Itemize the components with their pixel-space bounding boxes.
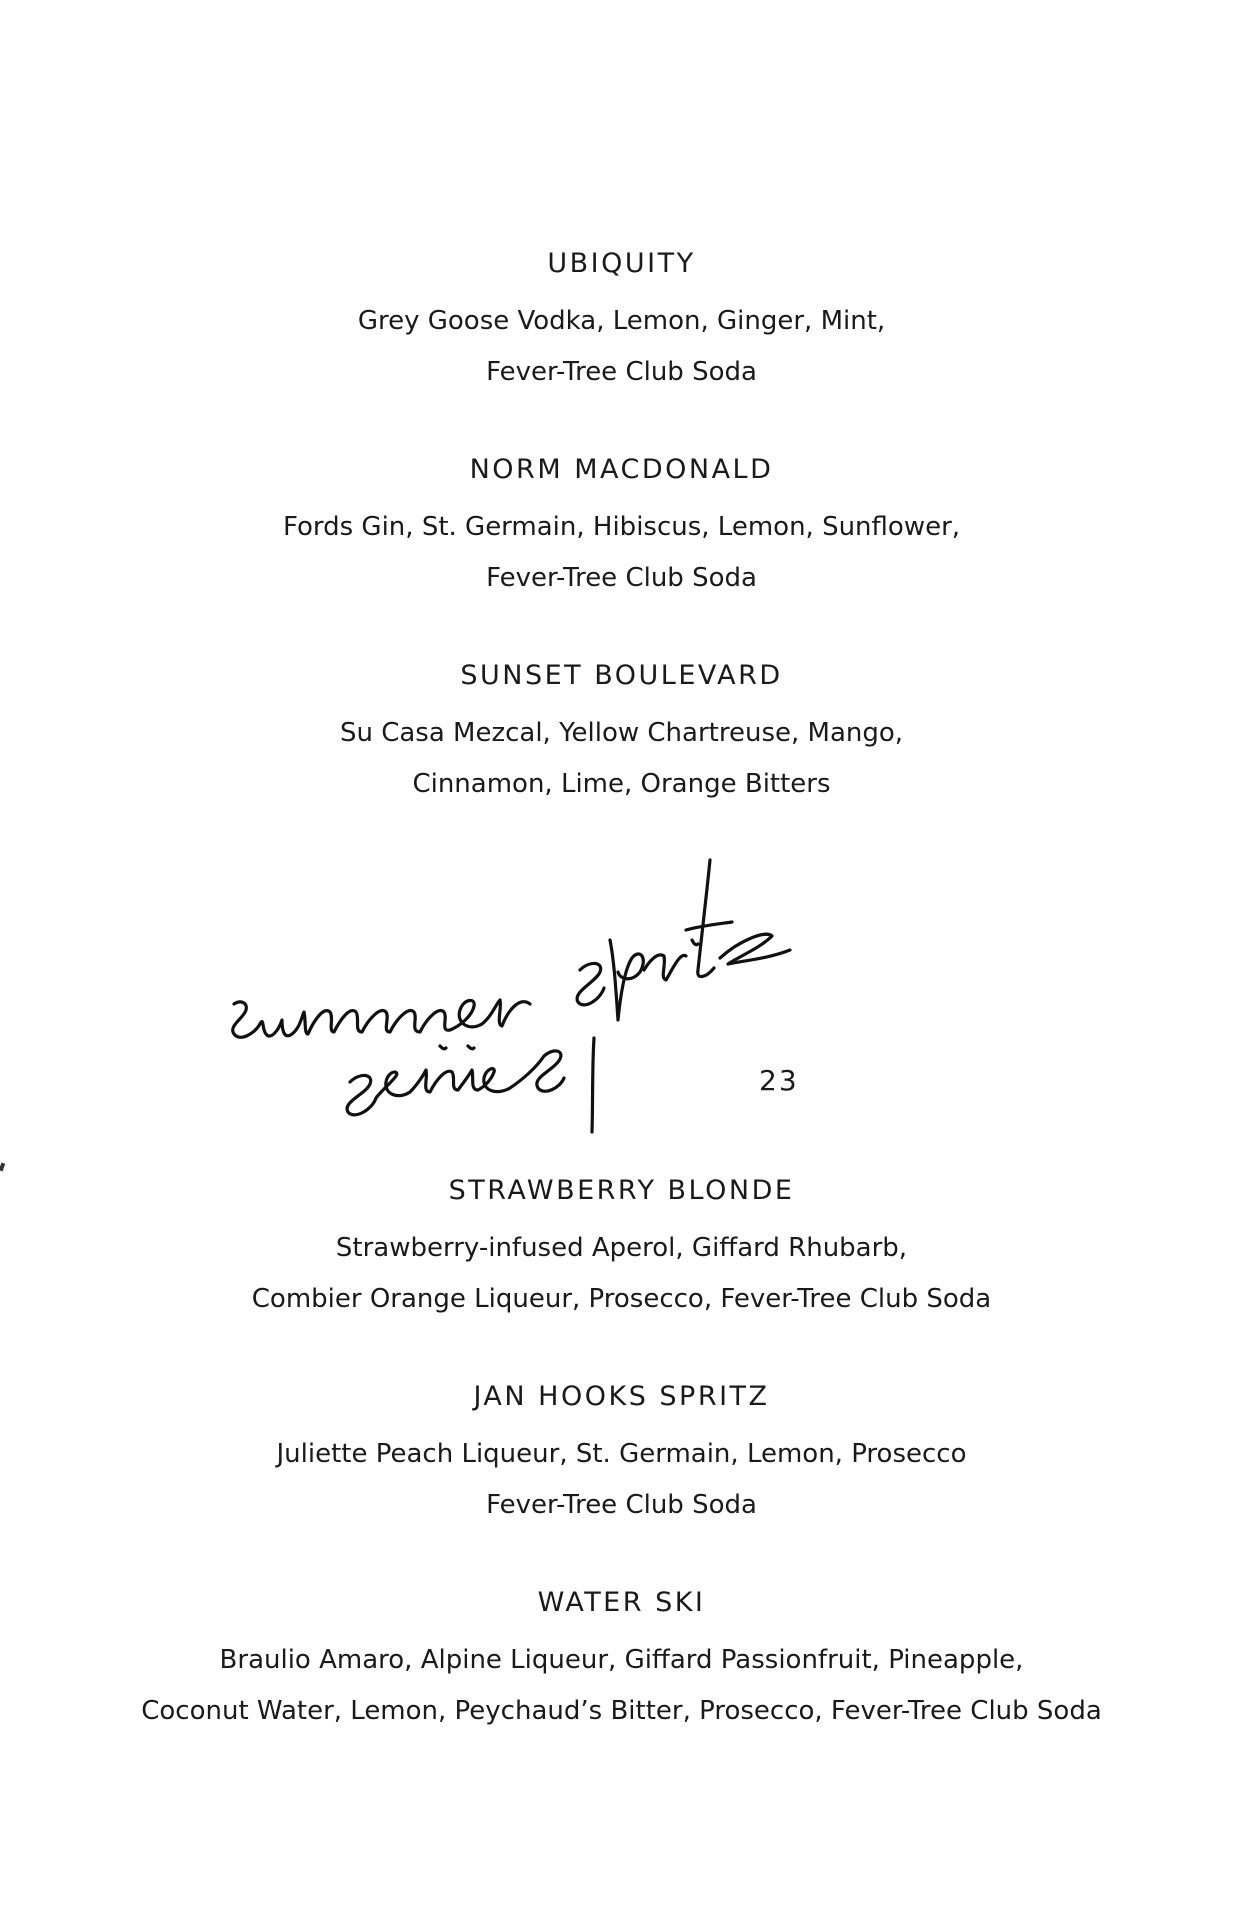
script-word-spritz-s bbox=[577, 963, 604, 1004]
script-dots bbox=[440, 1046, 474, 1049]
cocktail-ingredients bbox=[0, 708, 1243, 810]
script-lettering bbox=[220, 820, 1000, 1140]
ingredients-line: Fever-Tree Club Soda bbox=[486, 357, 757, 387]
cocktail-jan-hooks-spritz bbox=[0, 1380, 1243, 1531]
series-year: 23 bbox=[759, 1064, 799, 1097]
cocktail-strawberry-blonde bbox=[0, 1174, 1243, 1325]
cocktail-name: UBIQUITY bbox=[547, 248, 696, 279]
ingredients-line: Strawberry-infused Aperol, Giffard Rhubarb, bbox=[335, 1233, 908, 1263]
script-word-spritz-ri bbox=[644, 955, 686, 980]
cocktail-name: NORM MACDONALD bbox=[469, 454, 774, 485]
ingredients-line: Cinnamon, Lime, Orange Bitters bbox=[412, 769, 831, 799]
ingredients-line: Braulio Amaro, Alpine Liqueur, Giffard Passionfruit, Pineapple, bbox=[219, 1645, 1024, 1675]
script-word-spritz-z bbox=[720, 934, 790, 964]
ingredients-line: Combier Orange Liqueur, Prosecco, Fever-Tree Club Soda bbox=[251, 1284, 992, 1314]
ingredients-line: Fords Gin, St. Germain, Hibiscus, Lemon, Sunflower, bbox=[282, 512, 961, 542]
cocktail-ingredients bbox=[0, 1223, 1243, 1325]
cocktail-ingredients bbox=[0, 296, 1243, 398]
cocktail-water-ski bbox=[0, 1586, 1243, 1737]
cocktail-name: JAN HOOKS SPRITZ bbox=[473, 1381, 770, 1412]
ingredients-line: Fever-Tree Club Soda bbox=[486, 563, 757, 593]
script-word-spritz-p bbox=[610, 940, 643, 1020]
cocktail-ingredients bbox=[0, 1429, 1243, 1531]
script-divider bbox=[592, 1038, 594, 1132]
ingredients-line: Grey Goose Vodka, Lemon, Ginger, Mint, bbox=[357, 306, 886, 336]
page-mark bbox=[0, 1163, 5, 1172]
cocktail-ubiquity bbox=[0, 247, 1243, 398]
cocktail-name: SUNSET BOULEVARD bbox=[460, 660, 783, 691]
script-word-spritz-t bbox=[686, 860, 732, 977]
script-word-summer bbox=[233, 1000, 530, 1037]
script-dot-i bbox=[692, 940, 698, 945]
cocktail-sunset-boulevard bbox=[0, 659, 1243, 810]
summer-spritz-series-logo bbox=[220, 820, 1000, 1140]
cocktail-name: WATER SKI bbox=[537, 1587, 706, 1618]
ingredients-line: Juliette Peach Liqueur, St. Germain, Lemon, Prosecco bbox=[276, 1439, 967, 1469]
cocktail-norm-macdonald bbox=[0, 453, 1243, 604]
ingredients-line: Coconut Water, Lemon, Peychaud’s Bitter, Prosecco, Fever-Tree Club Soda bbox=[141, 1696, 1102, 1726]
cocktail-name: STRAWBERRY BLONDE bbox=[448, 1175, 795, 1206]
cocktail-ingredients bbox=[0, 1635, 1243, 1737]
cocktail-ingredients bbox=[0, 502, 1243, 604]
script-word-series bbox=[347, 1051, 564, 1115]
ingredients-line: Su Casa Mezcal, Yellow Chartreuse, Mango, bbox=[339, 718, 904, 748]
ingredients-line: Fever-Tree Club Soda bbox=[486, 1490, 757, 1520]
